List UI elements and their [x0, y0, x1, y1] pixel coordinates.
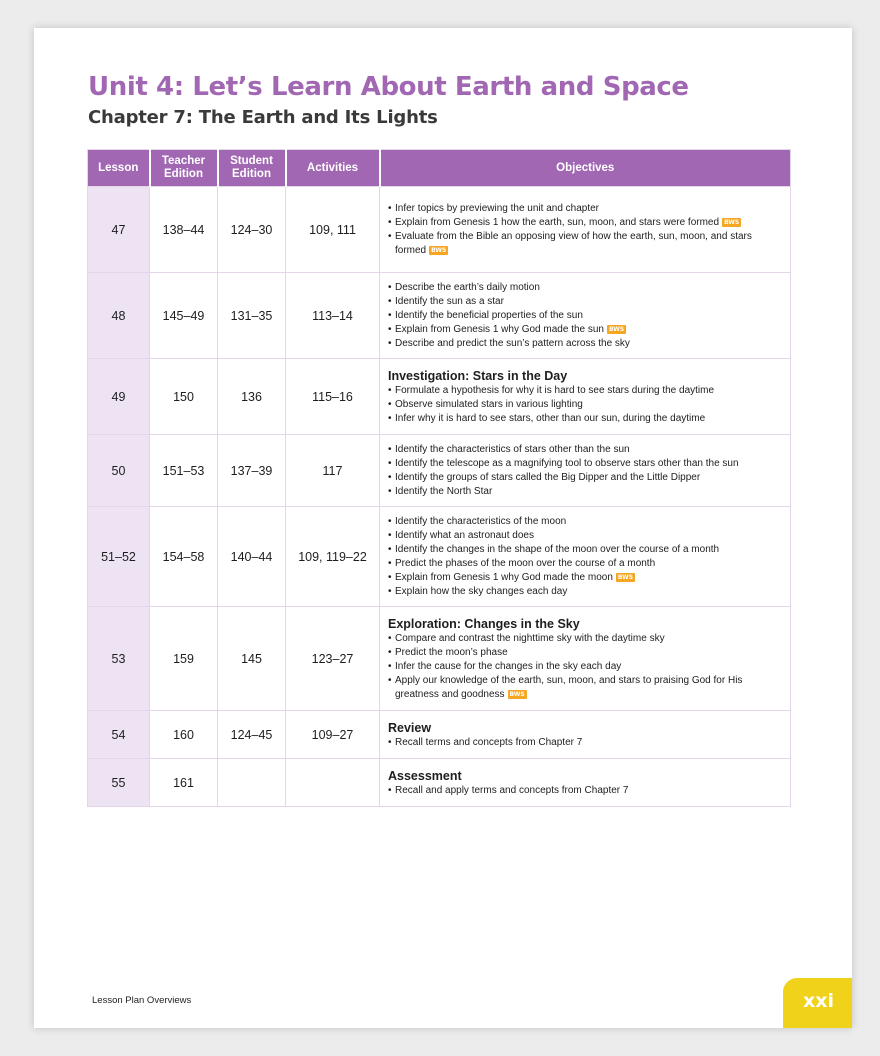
biblical-worldview-badge: BWS: [509, 690, 525, 698]
objective-text: Explain how the sky changes each day: [395, 585, 568, 597]
objective-item: [388, 646, 782, 660]
objective-text: Identify the changes in the shape of the moon over the course of a month: [395, 543, 720, 555]
objectives-cell: [380, 607, 791, 711]
objective-item: [388, 485, 782, 499]
objective-text: Explain from Genesis 1 how the earth, sun, moon, and stars were formed: [395, 216, 720, 228]
objective-item: [388, 384, 782, 398]
objective-item: [388, 660, 782, 674]
objectives-cell: [380, 273, 791, 359]
teacher-edition-cell: 145–49: [150, 273, 218, 359]
table-row: [88, 607, 791, 711]
objective-text: Apply our knowledge of the earth, sun, moon, and stars to praising God for His greatness and goodness: [395, 674, 743, 700]
objective-text: Evaluate from the Bible an opposing view of how the earth, sun, moon, and stars formed: [395, 230, 752, 256]
objective-item: [388, 557, 782, 571]
objective-text: Identify the beneficial properties of the sun: [395, 309, 583, 321]
table-row: [88, 711, 791, 759]
document-page: [34, 28, 852, 1028]
biblical-worldview-badge: BWS: [431, 246, 447, 254]
lesson-cell: 53: [88, 607, 150, 711]
objective-text: Observe simulated stars in various lighting: [395, 398, 583, 410]
student-edition-cell: 136: [218, 359, 286, 435]
lesson-cell: 55: [88, 759, 150, 807]
objective-text: Recall and apply terms and concepts from Chapter 7: [395, 784, 629, 796]
objectives-list: [388, 202, 782, 258]
objective-text: Identify the characteristics of stars other than the sun: [395, 443, 630, 455]
objective-text: Infer topics by previewing the unit and chapter: [395, 202, 600, 214]
student-edition-cell: 137–39: [218, 435, 286, 507]
table-row: [88, 273, 791, 359]
objective-text: Recall terms and concepts from Chapter 7: [395, 736, 583, 748]
teacher-edition-cell: 160: [150, 711, 218, 759]
column-header-lesson: Lesson: [88, 150, 150, 187]
objective-item: [388, 471, 782, 485]
lesson-cell: 50: [88, 435, 150, 507]
biblical-worldview-badge: BWS: [724, 218, 740, 226]
objective-item: [388, 309, 782, 323]
table-row: [88, 507, 791, 607]
objectives-cell: [380, 187, 791, 273]
column-header-student-edition: Student Edition: [218, 150, 286, 187]
page-number: xxi: [803, 990, 835, 1012]
objective-item: [388, 529, 782, 543]
table-body: [88, 187, 791, 807]
lesson-plan-table: [87, 149, 791, 807]
activities-cell: 109, 119–22: [286, 507, 380, 607]
objective-item: [388, 736, 782, 750]
objective-item: [388, 230, 782, 258]
lesson-cell: 49: [88, 359, 150, 435]
objectives-cell: [380, 759, 791, 807]
objectives-list: [388, 281, 782, 351]
student-edition-cell: 124–45: [218, 711, 286, 759]
objectives-list: [388, 736, 782, 750]
student-edition-cell: [218, 759, 286, 807]
objective-heading: Review: [388, 720, 432, 735]
table-row: [88, 359, 791, 435]
lesson-cell: 48: [88, 273, 150, 359]
unit-title: Unit 4: Let’s Learn About Earth and Space: [88, 72, 689, 102]
student-edition-cell: 145: [218, 607, 286, 711]
activities-cell: 113–14: [286, 273, 380, 359]
objective-item: [388, 674, 782, 702]
objective-text: Describe and predict the sun’s pattern across the sky: [395, 337, 630, 349]
objective-item: [388, 515, 782, 529]
student-edition-cell: 140–44: [218, 507, 286, 607]
teacher-edition-cell: 161: [150, 759, 218, 807]
objective-item: [388, 457, 782, 471]
column-header-objectives: Objectives: [380, 150, 791, 187]
objective-text: Identify the telescope as a magnifying tool to observe stars other than the sun: [395, 457, 739, 469]
objective-text: Explain from Genesis 1 why God made the sun: [395, 323, 604, 335]
activities-cell: 109–27: [286, 711, 380, 759]
objective-text: Compare and contrast the nighttime sky with the daytime sky: [395, 632, 665, 644]
activities-cell: [286, 759, 380, 807]
activities-cell: 117: [286, 435, 380, 507]
objectives-cell: [380, 359, 791, 435]
objective-item: [388, 571, 782, 585]
lesson-cell: 47: [88, 187, 150, 273]
activities-cell: 123–27: [286, 607, 380, 711]
objective-text: Predict the phases of the moon over the course of a month: [395, 557, 656, 569]
objectives-list: [388, 515, 782, 599]
objective-item: [388, 202, 782, 216]
objective-item: [388, 337, 782, 351]
teacher-edition-cell: 150: [150, 359, 218, 435]
objective-text: Infer the cause for the changes in the sky each day: [395, 660, 622, 672]
objectives-list: [388, 384, 782, 426]
objective-text: Describe the earth’s daily motion: [395, 281, 540, 293]
activities-cell: 115–16: [286, 359, 380, 435]
biblical-worldview-badge: BWS: [617, 573, 634, 581]
teacher-edition-cell: 154–58: [150, 507, 218, 607]
objective-text: Identify the groups of stars called the Big Dipper and the Little Dipper: [395, 471, 701, 483]
objective-text: Identify what an astronaut does: [395, 529, 534, 541]
student-edition-cell: 124–30: [218, 187, 286, 273]
objective-text: Identify the North Star: [395, 485, 493, 497]
objective-text: Infer why it is hard to see stars, other than our sun, during the daytime: [395, 412, 706, 424]
objective-item: [388, 412, 782, 426]
objective-text: Identify the sun as a star: [395, 295, 504, 307]
lesson-cell: 54: [88, 711, 150, 759]
activities-cell: 109, 111: [286, 187, 380, 273]
table-row: [88, 187, 791, 273]
objective-heading: Exploration: Changes in the Sky: [388, 616, 580, 631]
table-row: [88, 435, 791, 507]
student-edition-cell: 131–35: [218, 273, 286, 359]
objective-item: [388, 784, 782, 798]
objective-item: [388, 543, 782, 557]
chapter-title: Chapter 7: The Earth and Its Lights: [88, 107, 438, 128]
objective-item: [388, 585, 782, 599]
column-header-activities: Activities: [286, 150, 380, 187]
teacher-edition-cell: 138–44: [150, 187, 218, 273]
lesson-cell: 51–52: [88, 507, 150, 607]
objective-item: [388, 443, 782, 457]
objectives-cell: [380, 435, 791, 507]
table-row: [88, 759, 791, 807]
objective-text: Identify the characteristics of the moon: [395, 515, 567, 527]
objective-item: [388, 216, 782, 230]
objective-text: Explain from Genesis 1 why God made the moon: [395, 571, 613, 583]
teacher-edition-cell: 159: [150, 607, 218, 711]
objectives-cell: [380, 711, 791, 759]
objective-heading: Assessment: [388, 768, 462, 783]
objectives-list: [388, 632, 782, 702]
table-header-row: [88, 150, 791, 187]
footer-label: Lesson Plan Overviews: [92, 995, 192, 1006]
objective-item: [388, 295, 782, 309]
objectives-list: [388, 784, 782, 798]
objective-item: [388, 632, 782, 646]
biblical-worldview-badge: BWS: [609, 325, 625, 333]
objectives-cell: [380, 507, 791, 607]
teacher-edition-cell: 151–53: [150, 435, 218, 507]
objective-heading: Investigation: Stars in the Day: [388, 368, 568, 383]
column-header-teacher-edition: Teacher Edition: [150, 150, 218, 187]
objective-item: [388, 281, 782, 295]
objectives-list: [388, 443, 782, 499]
objective-item: [388, 323, 782, 337]
objective-item: [388, 398, 782, 412]
objective-text: Formulate a hypothesis for why it is hard to see stars during the daytime: [395, 384, 715, 396]
objective-text: Predict the moon’s phase: [395, 646, 508, 658]
